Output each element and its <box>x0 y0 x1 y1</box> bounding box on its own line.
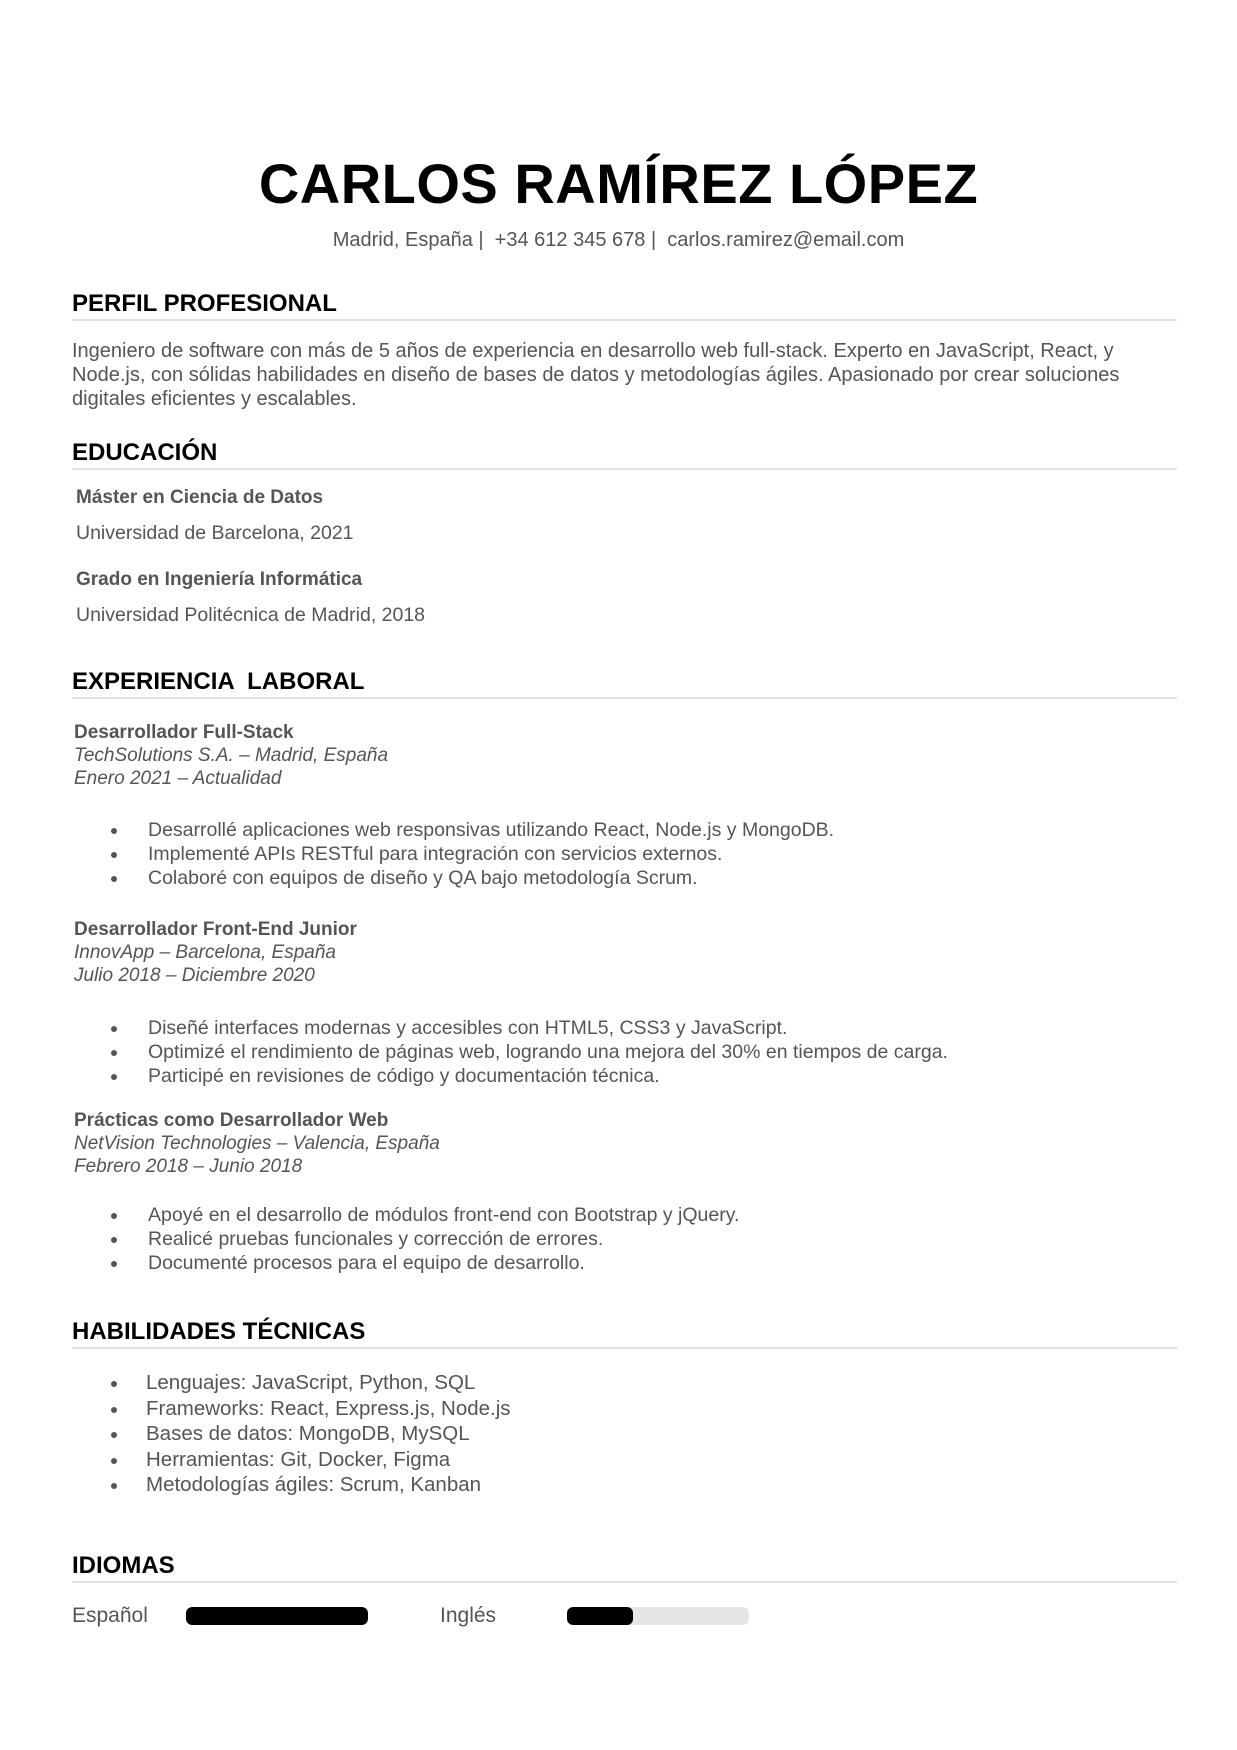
list-item: Desarrollé aplicaciones web responsivas utilizando React, Node.js y MongoDB. <box>0 818 834 842</box>
job-entry <box>74 918 1074 987</box>
bullet-icon <box>111 1381 117 1387</box>
job-entry <box>74 1109 1074 1178</box>
list-item: Metodologías ágiles: Scrum, Kanban <box>0 1472 511 1498</box>
list-item: Realicé pruebas funcionales y corrección de errores. <box>0 1227 739 1251</box>
bullet-icon <box>111 1026 117 1032</box>
list-item: Participé en revisiones de código y documentación técnica. <box>0 1064 948 1088</box>
education-school: Universidad de Barcelona, 2021 <box>76 522 354 544</box>
bullet-icon <box>111 1237 117 1243</box>
bullet-icon <box>111 1213 117 1219</box>
list-item: Herramientas: Git, Docker, Figma <box>0 1447 511 1473</box>
bullet-icon <box>111 876 117 882</box>
bullet-icon <box>111 852 117 858</box>
list-item: Lenguajes: JavaScript, Python, SQL <box>0 1370 511 1396</box>
job-company: NetVision Technologies – Valencia, España <box>74 1133 440 1154</box>
section-title-education: EDUCACIÓN <box>72 439 218 466</box>
section-divider <box>72 1347 1177 1349</box>
bullet-icon <box>111 1458 117 1464</box>
job-dates: Febrero 2018 – Junio 2018 <box>74 1156 303 1177</box>
section-divider <box>72 1581 1177 1583</box>
list-item: Colaboré con equipos de diseño y QA bajo metodología Scrum. <box>0 866 834 890</box>
job-entry <box>74 721 1074 790</box>
section-divider <box>72 468 1177 470</box>
list-item: Bases de datos: MongoDB, MySQL <box>0 1421 511 1447</box>
section-title-experience: EXPERIENCIA LABORAL <box>72 668 365 695</box>
list-item: Implementé APIs RESTful para integración con servicios externos. <box>0 842 834 866</box>
bullet-icon <box>111 1074 117 1080</box>
list-item: Apoyé en el desarrollo de módulos front-end con Bootstrap y jQuery. <box>0 1203 739 1227</box>
language-level-bar-english <box>567 1607 749 1625</box>
list-item: Frameworks: React, Express.js, Node.js <box>0 1396 511 1422</box>
job-title: Desarrollador Full-Stack <box>74 722 294 743</box>
list-item: Diseñé interfaces modernas y accesibles con HTML5, CSS3 y JavaScript. <box>0 1016 948 1040</box>
bullet-icon <box>111 1432 117 1438</box>
education-degree: Máster en Ciencia de Datos <box>76 487 324 508</box>
education-school: Universidad Politécnica de Madrid, 2018 <box>76 604 426 626</box>
section-title-languages: IDIOMAS <box>72 1552 175 1579</box>
section-divider <box>72 319 1177 321</box>
job-company: InnovApp – Barcelona, España <box>74 942 336 963</box>
job-title: Desarrollador Front-End Junior <box>74 919 357 940</box>
job-dates: Enero 2021 – Actualidad <box>74 768 282 789</box>
language-level-fill <box>567 1607 633 1625</box>
candidate-name: CARLOS RAMÍREZ LÓPEZ <box>258 152 979 215</box>
job-bullets <box>0 1016 948 1088</box>
language-level-fill <box>186 1607 368 1625</box>
job-dates: Julio 2018 – Diciembre 2020 <box>74 965 315 986</box>
list-item: Optimizé el rendimiento de páginas web, logrando una mejora del 30% en tiempos de carga. <box>0 1040 948 1064</box>
bullet-icon <box>111 1050 117 1056</box>
job-title: Prácticas como Desarrollador Web <box>74 1110 389 1131</box>
contact-line: Madrid, España | +34 612 345 678 | carlos.ramirez@email.com <box>332 229 905 251</box>
language-level-bar-spanish <box>186 1607 368 1625</box>
list-item: Documenté procesos para el equipo de desarrollo. <box>0 1251 739 1275</box>
section-title-skills: HABILIDADES TÉCNICAS <box>72 1318 366 1345</box>
language-name-spanish: Español <box>72 1604 148 1627</box>
bullet-icon <box>111 1483 117 1489</box>
education-degree: Grado en Ingeniería Informática <box>76 569 363 590</box>
bullet-icon <box>111 1261 117 1267</box>
bullet-icon <box>111 1407 117 1413</box>
job-bullets <box>0 818 834 890</box>
job-company: TechSolutions S.A. – Madrid, España <box>74 745 389 766</box>
job-bullets <box>0 1203 739 1275</box>
section-divider <box>72 697 1177 699</box>
skills-list <box>0 1370 511 1498</box>
bullet-icon <box>111 828 117 834</box>
profile-summary: Ingeniero de software con más de 5 años de experiencia en desarrollo web full-stack. Experto en JavaScript, React, y Node.js, con sólidas habilidades en diseño de bases de datos y metodologías ágiles. Apasionado por crear soluciones digitales eficientes y escalables. <box>72 340 1120 410</box>
language-name-english: Inglés <box>440 1604 497 1627</box>
section-title-profile: PERFIL PROFESIONAL <box>72 290 337 317</box>
